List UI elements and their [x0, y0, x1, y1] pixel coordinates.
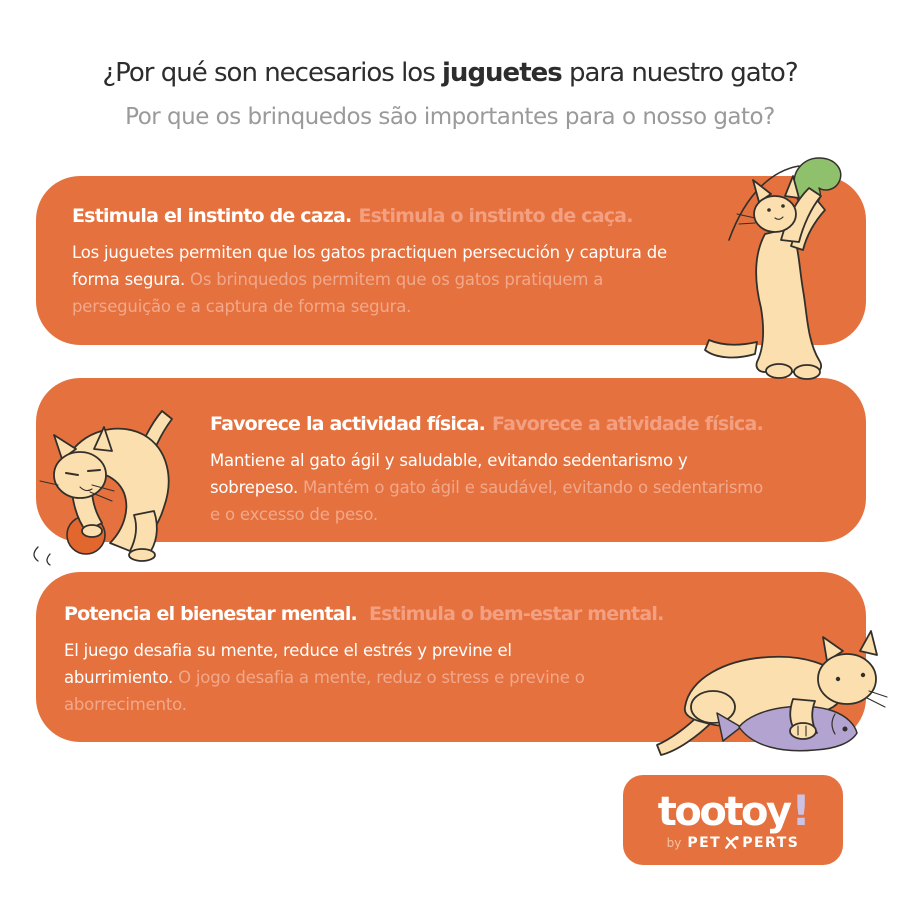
cat3-paw [790, 723, 816, 739]
card1-body-pt: Os brinquedos permitem que os gatos pratiquem a perseguição e a captura de forma segura. [72, 270, 604, 316]
card2-body-pt: Mantém o gato ágil e saudável, evitando o sedentarismo e o excesso de peso. [210, 478, 764, 524]
petxperts-x-icon [724, 835, 739, 850]
brand-exclamation: ! [791, 785, 809, 835]
brand-byline [667, 835, 800, 851]
card1-body [72, 239, 692, 320]
card3-body [64, 637, 639, 718]
cat3-eye [861, 673, 865, 677]
card1-heading-es: Estimula el instinto de caza. [72, 205, 352, 227]
card3-body-es: El juego desafia su mente, reduce el estrés y previne el aburrimiento. [64, 641, 512, 687]
cat3-ear-right [860, 631, 877, 655]
title-keyword: juguetes [442, 58, 562, 88]
card1-heading-pt: Estimula o instinto de caça. [358, 205, 633, 227]
brand-text: tootoy [657, 788, 790, 835]
page-title [0, 58, 900, 88]
fish-eye [843, 727, 848, 732]
title-post: para nuestro gato? [561, 58, 798, 88]
cat1-paw [794, 365, 820, 379]
kitten-ball-illustration [22, 383, 197, 568]
cat1-tail [705, 340, 757, 357]
card3-heading-pt: Estimula o bem-estar mental. [368, 603, 664, 625]
card3-body-pt: O jogo desafia a mente, reduz o stress e previne o aborrecimento. [64, 668, 585, 714]
cat1-body [756, 228, 821, 372]
card2-heading [210, 410, 850, 438]
cat1-eye [767, 208, 771, 212]
kitten-head [54, 452, 106, 498]
owner-post: PERTS [742, 834, 800, 851]
card3-heading-es: Potencia el bienestar mental. [64, 603, 357, 625]
cat-fish-toy-illustration [655, 615, 900, 765]
cat-wand-toy-illustration [695, 148, 880, 393]
title-pre: ¿Por qué son necesarios los [102, 58, 443, 88]
page-subtitle: Por que os brinquedos são importantes para o nosso gato? [125, 104, 775, 130]
cat3-haunch [691, 691, 735, 723]
card2-body [210, 447, 770, 528]
brand-logo [623, 775, 843, 865]
card2-body-es: Mantiene al gato ágil y saludable, evitando sedentarismo y sobrepeso. [210, 451, 688, 497]
kitten-hind-paw [129, 549, 155, 561]
cat1-paw [766, 364, 792, 378]
card2-heading-es: Favorece la actividad física. [210, 413, 486, 435]
owner-pre: PET [687, 834, 722, 851]
motion-lines [34, 547, 50, 565]
cat1-head [754, 196, 796, 232]
cat1-eye [781, 204, 785, 208]
brand-name [657, 785, 809, 835]
cat3-eye [836, 677, 840, 681]
byline-by: by [666, 835, 682, 850]
cat3-head [818, 654, 876, 704]
card1-body-es: Los juguetes permiten que los gatos practiquen persecución y captura de forma segura. [72, 243, 667, 289]
card2-heading-pt: Favorece a atividade física. [492, 413, 763, 435]
kitten-front-paw [82, 525, 102, 537]
